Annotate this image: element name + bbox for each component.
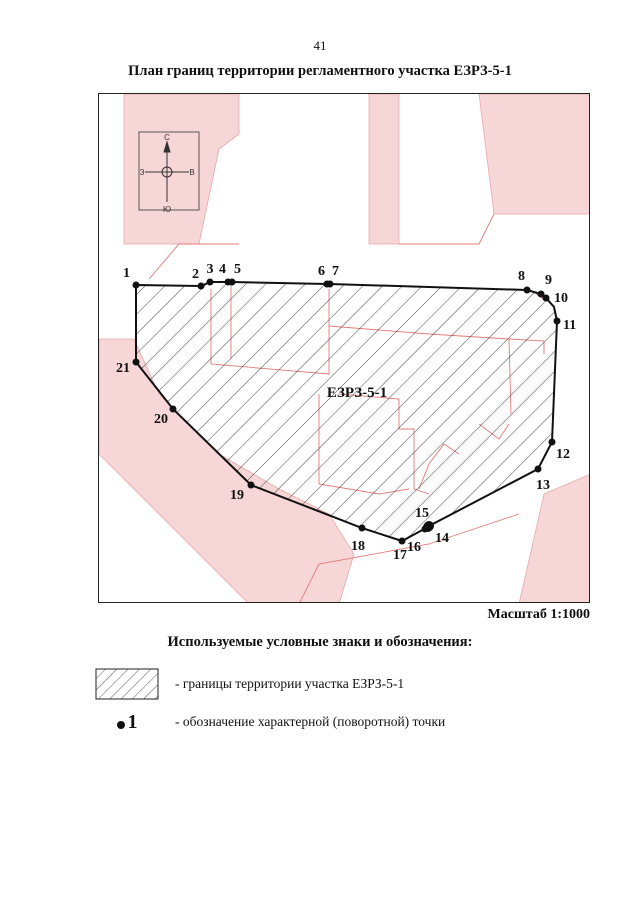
boundary-point-label-8: 8 (518, 269, 525, 284)
boundary-point-label-7: 7 (332, 264, 339, 279)
boundary-point-label-19: 19 (230, 488, 244, 503)
boundary-point-7 (327, 281, 334, 288)
parcel-top-right (479, 94, 590, 214)
boundary-point-label-2: 2 (192, 267, 199, 282)
boundary-point-label-15: 15 (415, 506, 429, 521)
boundary-point-label-12: 12 (556, 447, 570, 462)
boundary-point-label-6: 6 (318, 264, 325, 279)
legend-point-symbol (95, 708, 159, 736)
legend-item-label: - обозначение характерной (поворотной) точки (175, 714, 446, 729)
legend-point-number: 1 (127, 710, 138, 733)
boundary-point-12 (549, 439, 556, 446)
compass-south: Ю (162, 205, 172, 214)
boundary-point-label-13: 13 (536, 478, 550, 493)
boundary-point-label-16: 16 (407, 540, 421, 555)
boundary-point-16 (422, 526, 429, 533)
boundary-point-11 (554, 318, 561, 325)
legend-title: Используемые условные знаки и обозначения: (167, 634, 473, 650)
boundary-point-19 (248, 482, 255, 489)
legend-item-boundary (95, 668, 404, 700)
boundary-point-1 (133, 282, 140, 289)
boundary-point-13 (535, 466, 542, 473)
boundary-point-17 (399, 538, 406, 545)
map-frame (98, 93, 590, 603)
zone-label: ЕЗРЗ-5-1 (326, 385, 388, 401)
boundary-point-10 (543, 295, 550, 302)
compass-west: З (139, 168, 145, 177)
compass-north: С (164, 133, 170, 142)
legend-item-point (95, 708, 445, 736)
boundary-point-label-20: 20 (154, 412, 168, 427)
boundary-point-label-3: 3 (206, 262, 214, 277)
boundary-point-20 (170, 406, 177, 413)
boundary-point-2 (198, 283, 205, 290)
legend-hatch-swatch (95, 668, 159, 700)
boundary-point-label-4: 4 (219, 262, 226, 277)
boundary-point-label-17: 17 (393, 548, 407, 563)
boundary-point-label-21: 21 (116, 361, 130, 376)
boundary-point-label-1: 1 (123, 266, 130, 281)
legend-item-label: - границы территории участка ЕЗРЗ-5-1 (175, 676, 405, 691)
parcel-top-mid (369, 94, 399, 244)
boundary-point-3 (207, 279, 214, 286)
scale-label: Масштаб 1:1000 (487, 607, 590, 622)
point-dot-icon (117, 721, 125, 729)
parcel-bottom-right (519, 474, 590, 603)
boundary-point-5 (229, 279, 236, 286)
boundary-point-label-18: 18 (351, 539, 365, 554)
page-title: План границ территории регламентного участка ЕЗРЗ-5-1 (128, 63, 512, 79)
map-canvas (99, 94, 590, 603)
boundary-point-label-5: 5 (234, 262, 241, 277)
boundary-point-label-9: 9 (545, 273, 552, 288)
boundary-point-21 (133, 359, 140, 366)
compass-east: В (189, 168, 195, 177)
page-number: 41 (313, 38, 327, 53)
boundary-point-label-14: 14 (435, 531, 449, 546)
boundary-point-18 (359, 525, 366, 532)
boundary-point-label-11: 11 (563, 318, 577, 333)
boundary-point-8 (524, 287, 531, 294)
boundary-point-label-10: 10 (554, 291, 568, 306)
